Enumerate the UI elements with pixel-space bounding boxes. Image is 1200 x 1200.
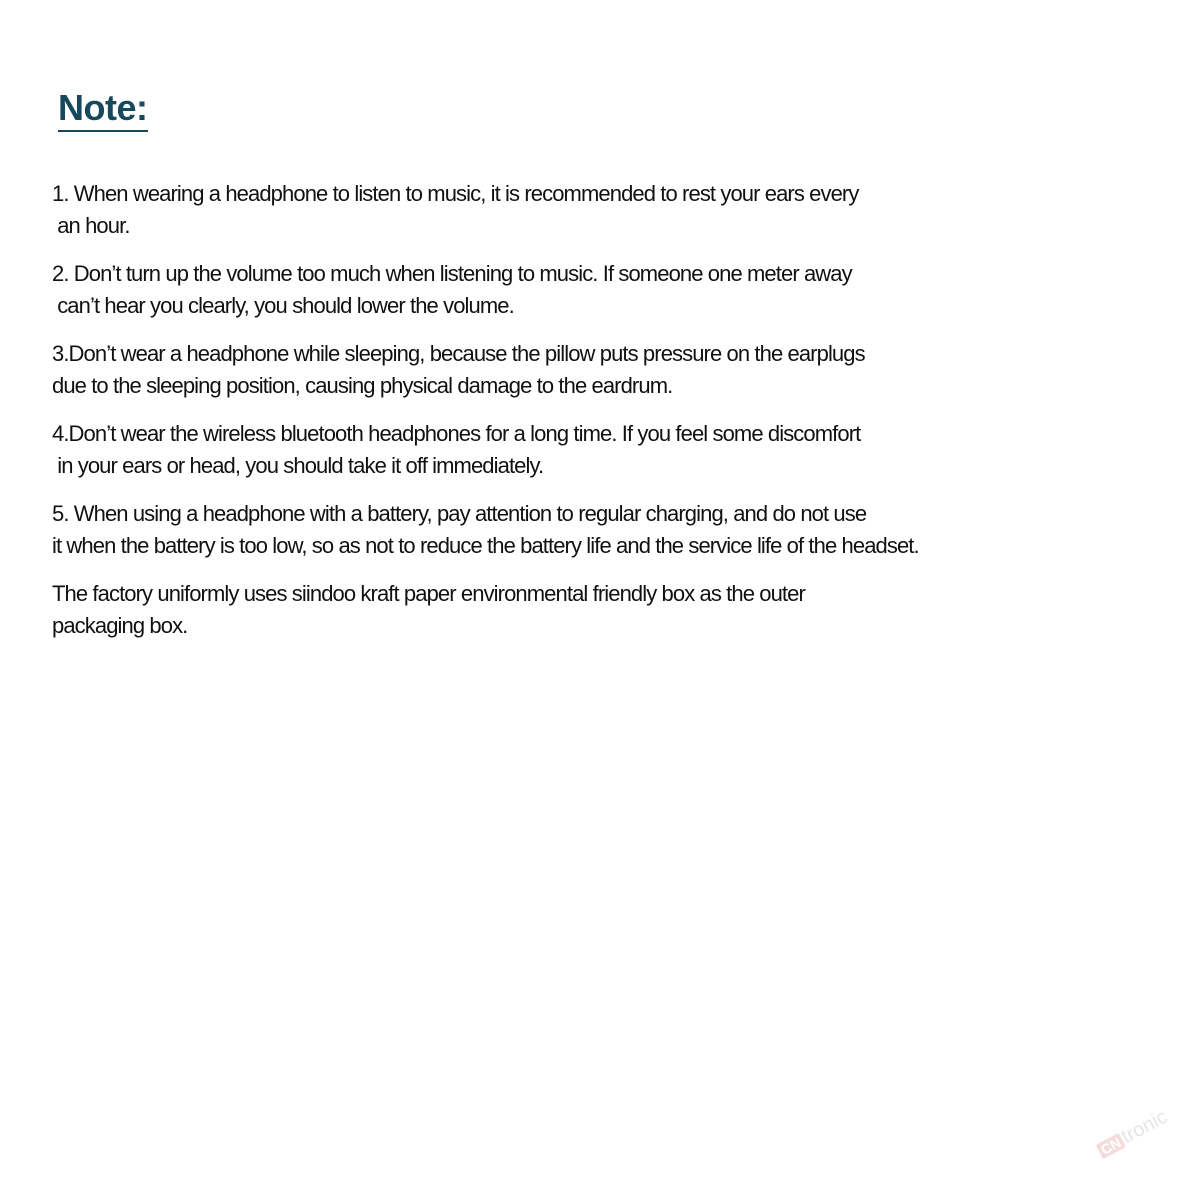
note-item-4: 4.Don’t wear the wireless bluetooth headphones for a long time. If you feel some discomfort in your ears or head, you should take it off immediately. (52, 421, 861, 478)
note-item-2: 2. Don’t turn up the volume too much when listening to music. If someone one meter away can’t hear you clearly, you should lower the volume. (52, 261, 852, 318)
watermark-text: tronic (1117, 1105, 1172, 1149)
page-title: Note: (58, 86, 148, 132)
packaging-note: The factory uniformly uses siindoo kraft paper environmental friendly box as the outer packaging box. (52, 581, 805, 638)
note-item-3: 3.Don’t wear a headphone while sleeping, because the pillow puts pressure on the earplugs due to the sleeping position, causing physical damage to the eardrum. (52, 341, 865, 398)
watermark-badge: CN (1096, 1133, 1127, 1159)
watermark-logo (1094, 1107, 1171, 1161)
notes-list (52, 178, 1152, 658)
note-item-1: 1. When wearing a headphone to listen to music, it is recommended to rest your ears every an hour. (52, 181, 859, 238)
note-item-5: 5. When using a headphone with a battery, pay attention to regular charging, and do not use it when the battery is too low, so as not to reduce the battery life and the service life of the headset. (52, 501, 919, 558)
